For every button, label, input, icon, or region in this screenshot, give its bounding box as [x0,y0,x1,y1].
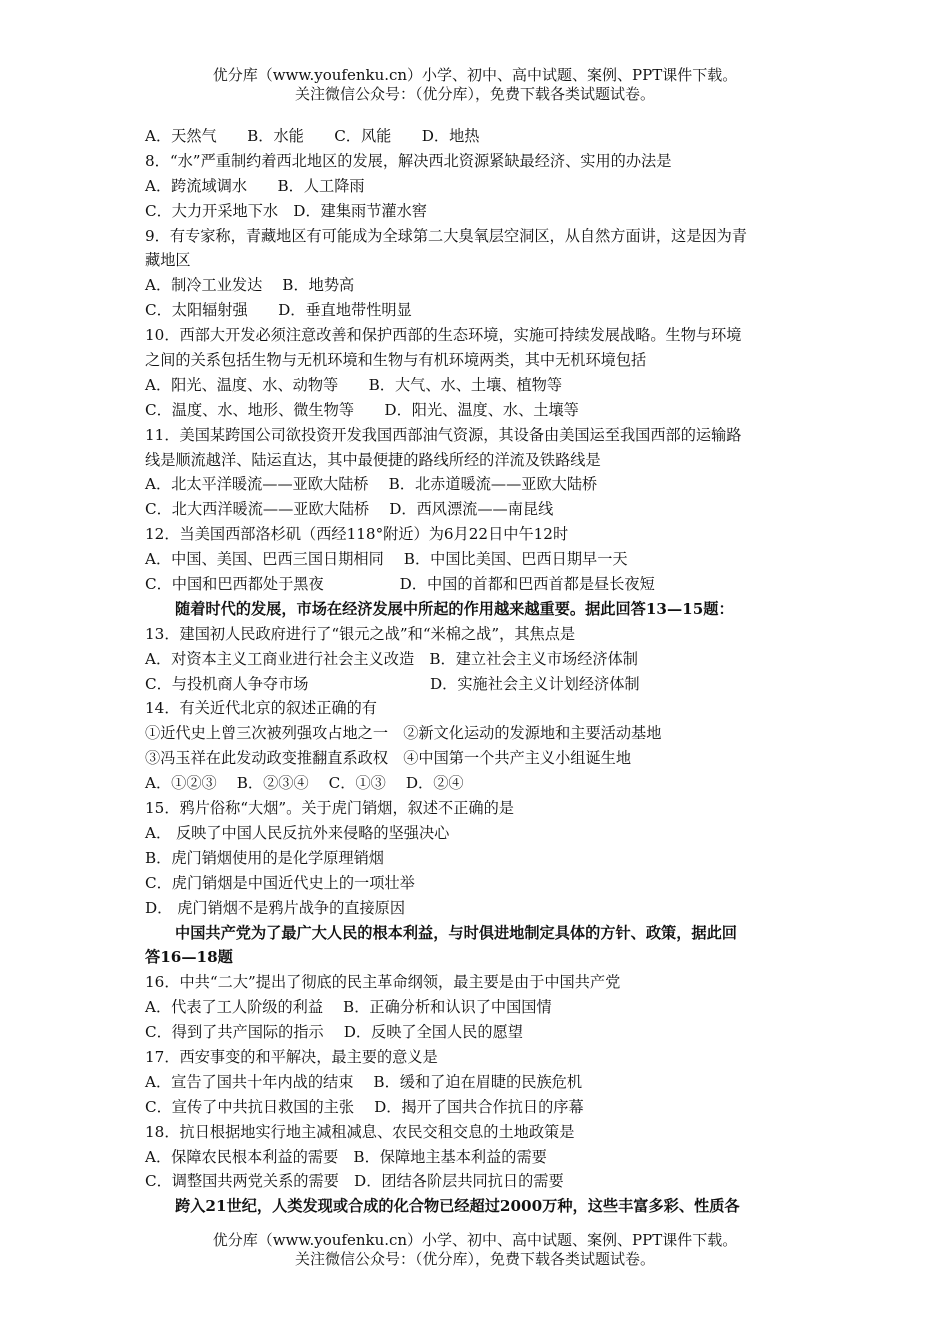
q11-stem-1: 11．美国某跨国公司欲投资开发我国西部油气资源，其设备由美国运至我国西部的运输路 [145,425,742,444]
q11-options-ab: A．北太平洋暖流——亚欧大陆桥 B．北赤道暖流——亚欧大陆桥 [145,475,598,494]
q8-options-ab: A．跨流域调水 B．人工降雨 [145,176,365,195]
q15-stem: 15．鸦片俗称“大烟”。关于虎门销烟，叙述不正确的是 [145,799,514,818]
q16-options-cd: C．得到了共产国际的指示 D．反映了全国人民的愿望 [145,1023,523,1042]
q7-options: A．天然气 B．水能 C．风能 D．地热 [145,127,480,145]
q13-options-ab: A．对资本主义工商业进行社会主义改造 B．建立社会主义市场经济体制 [145,649,638,668]
q10-options-ab: A．阳光、温度、水、动物等 B．大气、水、土壤、植物等 [145,375,563,394]
q13-options-cd: C．与投机商人争夺市场 D．实施社会主义计划经济体制 [145,674,640,693]
q18-options-cd: C．调整国共两党关系的需要 D．团结各阶层共同抗日的需要 [145,1172,564,1191]
q13-stem: 13．建国初人民政府进行了“银元之战”和“米棉之战”，其焦点是 [145,624,576,643]
q9-options-cd: C．太阳辐射强 D．垂直地带性明显 [145,301,412,320]
q18-options-ab: A．保障农民根本利益的需要 B．保障地主基本利益的需要 [145,1147,547,1166]
q8-stem: 8．“水”严重制约着西北地区的发展，解决西北资源紧缺最经济、实用的办法是 [145,151,672,170]
section-intro-next: 跨入21世纪，人类发现或合成的化合物已经超过2000万种，这些丰富多彩、性质各 [175,1197,740,1216]
q16-options-ab: A．代表了工人阶级的利益 B．正确分析和认识了中国国情 [145,998,552,1017]
section-intro-16-18-line-2: 答16—18题 [145,948,233,967]
q12-options-ab: A．中国、美国、巴西三国日期相同 B．中国比美国、巴西日期早一天 [145,550,628,569]
section-intro-13-15: 随着时代的发展，市场在经济发展中所起的作用越来越重要。据此回答13—15题： [175,599,734,618]
exam-content [145,124,810,1219]
q9-stem-2: 藏地区 [145,251,191,270]
page-header [0,66,950,104]
footer-line-1: 优分库（www.youfenku.cn）小学、初中、高中试题、案例、PPT课件下载。 [212,1231,738,1249]
q16-stem: 16．中共“二大”提出了彻底的民主革命纲领，最主要是由于中国共产党 [145,973,621,992]
q9-stem-1: 9．有专家称，青藏地区有可能成为全球第二大臭氧层空洞区，从自然方面讲，这是因为青 [145,226,747,245]
q15-option-d: D． 虎门销烟不是鸦片战争的直接原因 [145,898,406,917]
q8-options-cd: C．大力开采地下水 D．建集雨节灌水窖 [145,201,427,220]
q12-stem: 12．当美国西部洛杉矶（西经118°附近）为6月22日中午12时 [145,525,569,544]
q15-option-c: C．虎门销烟是中国近代史上的一项壮举 [145,873,415,892]
footer-line-2: 关注微信公众号：（优分库），免费下载各类试题试卷。 [294,1250,655,1268]
q9-options-ab: A．制冷工业发达 B．地势高 [145,276,355,295]
q17-options-ab: A．宣告了国共十年内战的结束 B．缓和了迫在眉睫的民族危机 [145,1072,583,1091]
q10-options-cd: C．温度、水、地形、微生物等 D．阳光、温度、水、土壤等 [145,400,579,419]
q10-stem-1: 10．西部大开发必须注意改善和保护西部的生态环境，实施可持续发展战略。生物与环境 [145,326,742,345]
q17-stem: 17．西安事变的和平解决，最主要的意义是 [145,1047,438,1066]
page-footer [0,1231,950,1269]
q10-stem-2: 之间的关系包括生物与无机环境和生物与有机环境两类，其中无机环境包括 [145,351,647,370]
q14-stem: 14．有关近代北京的叙述正确的有 [145,699,377,718]
header-line-2: 关注微信公众号：（优分库），免费下载各类试题试卷。 [294,85,655,103]
q15-option-a: A． 反映了中国人民反抗外来侵略的坚强决心 [145,823,450,842]
header-line-1: 优分库（www.youfenku.cn）小学、初中、高中试题、案例、PPT课件下载。 [212,66,738,84]
q15-option-b: B．虎门销烟使用的是化学原理销烟 [145,848,384,867]
section-intro-16-18-line-1: 中国共产党为了最广大人民的根本利益，与时俱进地制定具体的方针、政策，据此回 [175,923,737,942]
q14-statements-34: ③冯玉祥在此发动政变推翻直系政权 ④中国第一个共产主义小组诞生地 [145,749,631,768]
q14-options: A．①②③ B．②③④ C．①③ D．②④ [145,774,464,793]
q17-options-cd: C．宣传了中共抗日救国的主张 D．揭开了国共合作抗日的序幕 [145,1097,584,1116]
q18-stem: 18．抗日根据地实行地主减租减息、农民交租交息的土地政策是 [145,1122,575,1141]
q11-stem-2: 线是顺流越洋、陆运直达，其中最便捷的路线所经的洋流及铁路线是 [145,450,601,469]
q11-options-cd: C．北大西洋暖流——亚欧大陆桥 D．西风漂流——南昆线 [145,500,554,519]
q14-statements-12: ①近代史上曾三次被列强攻占地之一 ②新文化运动的发源地和主要活动基地 [145,724,662,743]
q12-options-cd: C．中国和巴西都处于黑夜 D．中国的首都和巴西首都是昼长夜短 [145,575,655,594]
